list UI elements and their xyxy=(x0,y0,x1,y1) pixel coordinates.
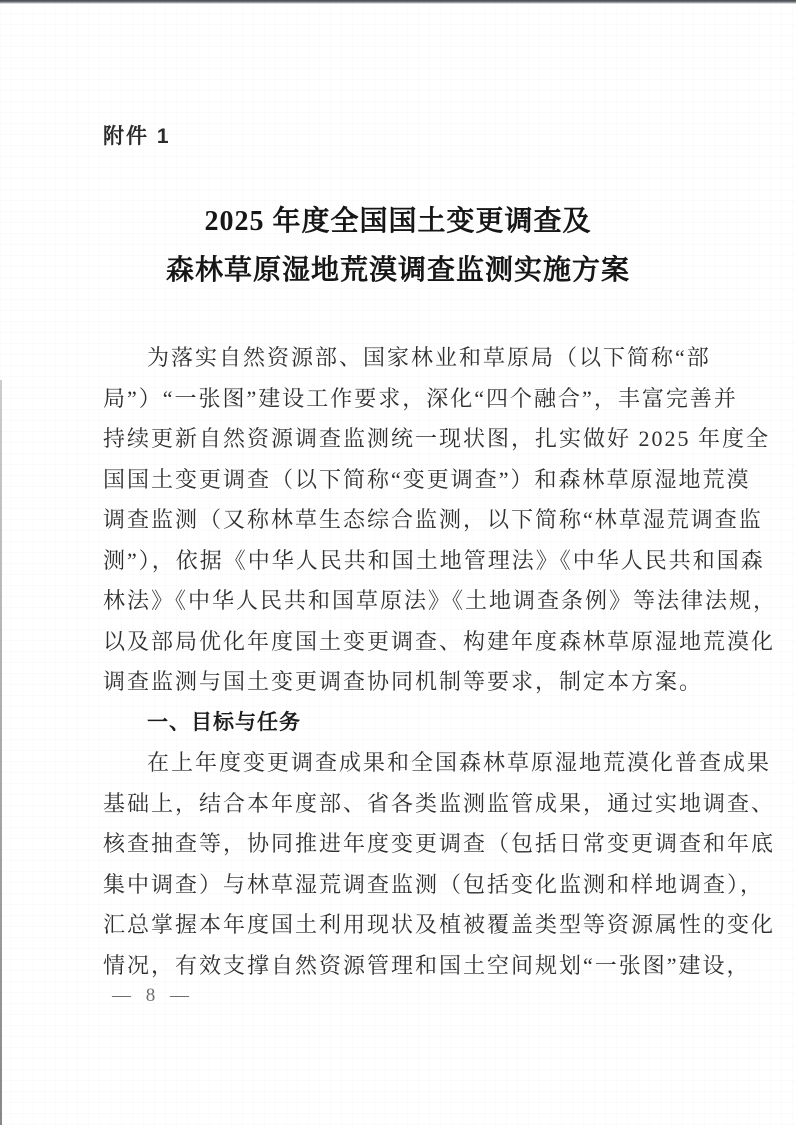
body-line: 调查监测（又称林草生态综合监测，以下简称“林草湿荒调查监 xyxy=(103,507,763,532)
body-line: 国国土变更调查（以下简称“变更调查”）和森林草原湿地荒漠 xyxy=(103,466,751,492)
section-heading: 一、目标与任务 xyxy=(147,710,301,734)
body-line: 局”）“一张图”建设工作要求，深化“四个融合”，丰富完善并 xyxy=(103,385,738,411)
body-line: 基础上，结合本年度部、省各类监测监管成果，通过实地调查、 xyxy=(103,790,776,816)
body-line: 汇总掌握本年度国土利用现状及植被覆盖类型等资源属性的变化 xyxy=(103,912,776,937)
body-line: 集中调查）与林草湿荒调查监测（包括变化监测和样地调查）， xyxy=(103,871,765,897)
body-line: 持续更新自然资源调查监测统一现状图，扎实做好 2025 年度全 xyxy=(103,426,771,451)
body-line: 在上年度变更调查成果和全国森林草原湿地荒漠化普查成果 xyxy=(147,750,772,775)
document-body xyxy=(103,338,778,986)
page-number: — 8 — xyxy=(112,985,194,1006)
document-title xyxy=(0,197,796,295)
body-line: 为落实自然资源部、国家林业和草原局（以下简称“部 xyxy=(147,345,711,370)
body-line: 情况，有效支撑自然资源管理和国土空间规划“一张图”建设， xyxy=(103,952,751,978)
scan-edge-top xyxy=(0,0,796,4)
scan-edge-left xyxy=(0,380,2,1125)
body-line: 核查抽查等，协同推进年度变更调查（包括日常变更调查和年底 xyxy=(103,831,776,856)
body-line: 林法》《中华人民共和国草原法》《土地调查条例》等法律法规， xyxy=(103,588,778,613)
attachment-label: 附件 1 xyxy=(103,125,171,148)
body-line: 测”），依据《中华人民共和国土地管理法》《中华人民共和国森 xyxy=(103,547,765,573)
body-line: 调查监测与国土变更调查协同机制等要求，制定本方案。 xyxy=(103,669,704,694)
body-line: 以及部局优化年度国土变更调查、构建年度森林草原湿地荒漠化 xyxy=(103,628,776,654)
title-line-1: 2025 年度全国国土变更调查及 xyxy=(204,206,592,237)
title-line-2: 森林草原湿地荒漠调查监测实施方案 xyxy=(165,255,630,286)
